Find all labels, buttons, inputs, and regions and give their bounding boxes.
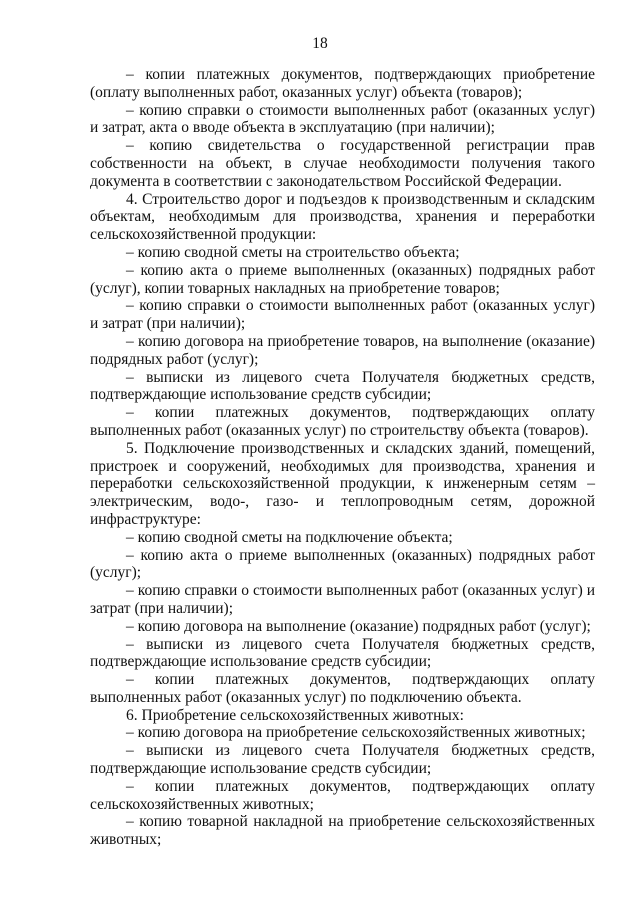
text-line: – выписки из лицевого счета Получателя бюджетных средств,: [126, 635, 595, 653]
text-line: – копии платежных документов, подтверждающих оплату: [126, 671, 595, 689]
text-line: собственности на объект, в случае необходимости получения такого: [90, 154, 595, 172]
text-line: выполненных работ (оказанных услуг) по подключению объекта.: [90, 688, 522, 706]
text-line: подрядных работ (услуг);: [90, 350, 259, 368]
text-line: сельскохозяйственной продукции:: [90, 226, 317, 244]
text-line: объектам, необходимым для производства, хранения и переработки: [90, 208, 595, 226]
text-line: – копию договора на приобретение сельскохозяйственных животных;: [126, 724, 586, 742]
text-line: переработки сельскохозяйственной продукции, к инженерным сетям –: [90, 475, 595, 493]
text-line: – копии платежных документов, подтверждающих оплату: [126, 404, 595, 422]
text-line: (оплату выполненных работ, оказанных услуг) объекта (товаров);: [90, 83, 523, 101]
text-line: – копию акта о приеме выполненных (оказанных) подрядных работ: [126, 546, 595, 564]
text-line: 6. Приобретение сельскохозяйственных животных:: [126, 706, 464, 724]
text-line: 5. Подключение производственных и складских зданий, помещений,: [126, 439, 595, 457]
text-line: (услуг), копии товарных накладных на приобретение товаров;: [90, 279, 500, 297]
text-line: документа в соответствии с законодательством Российской Федерации.: [90, 172, 562, 190]
text-line: – копию договора на приобретение товаров, на выполнение (оказание): [126, 332, 595, 350]
text-line: подтверждающие использование средств субсидии;: [90, 653, 432, 671]
text-line: – выписки из лицевого счета Получателя бюджетных средств,: [126, 368, 595, 386]
text-line: пристроек и сооружений, необходимых для производства, хранения и: [90, 457, 595, 475]
text-line: – копию справки о стоимости выполненных работ (оказанных услуг): [126, 297, 595, 315]
text-line: – копию справки о стоимости выполненных работ (оказанных услуг): [126, 101, 595, 119]
text-line: и затрат (при наличии);: [90, 315, 246, 333]
page-number: 18: [312, 35, 328, 52]
text-line: (услуг);: [90, 564, 142, 582]
text-line: инфраструктуре:: [90, 510, 201, 528]
text-line: и затрат, акта о вводе объекта в эксплуатацию (при наличии);: [90, 119, 495, 137]
text-line: – выписки из лицевого счета Получателя бюджетных средств,: [126, 742, 595, 760]
text-line: – копию свидетельства о государственной регистрации прав: [126, 137, 595, 155]
text-line: подтверждающие использование средств субсидии;: [90, 386, 432, 404]
text-line: сельскохозяйственных животных;: [90, 795, 314, 813]
text-line: 4. Строительство дорог и подъездов к производственным и складским: [126, 190, 595, 208]
text-line: – копии платежных документов, подтверждающих оплату: [126, 777, 595, 795]
text-line: – копию сводной сметы на подключение объекта;: [126, 528, 453, 546]
text-line: – копию справки о стоимости выполненных работ (оказанных услуг) и: [126, 582, 595, 600]
text-line: – копии платежных документов, подтверждающих приобретение: [126, 66, 595, 83]
text-line: – копию договора на выполнение (оказание) подрядных работ (услуг);: [126, 617, 591, 635]
text-line: электрическим, водо-, газо- и теплопроводным сетям, дорожной: [90, 493, 595, 511]
text-line: затрат (при наличии);: [90, 599, 234, 617]
text-line: подтверждающие использование средств субсидии;: [90, 760, 432, 778]
text-line: – копию акта о приеме выполненных (оказанных) подрядных работ: [126, 261, 595, 279]
text-line: выполненных работ (оказанных услуг) по строительству объекта (товаров).: [90, 421, 589, 439]
document-body: [90, 66, 595, 849]
text-line: – копию товарной накладной на приобретение сельскохозяйственных: [126, 813, 595, 831]
text-line: животных;: [90, 831, 162, 849]
text-line: – копию сводной сметы на строительство объекта;: [126, 243, 460, 261]
